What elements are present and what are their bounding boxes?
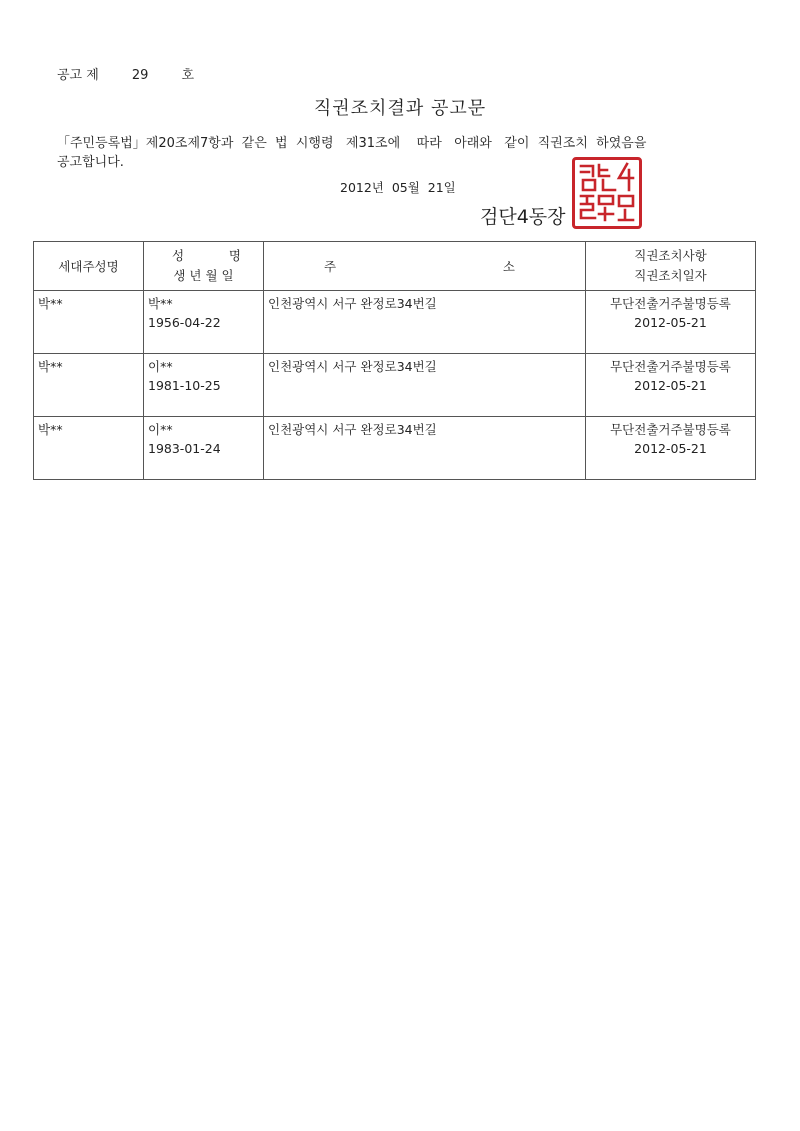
notice-body: 「주민등록법」제20조제7항과 같은 법 시행령 제31조에 따라 아래와 같이 직권조치 하였음을 공고합니다.	[57, 136, 647, 170]
action-type: 무단전출거주불명등록	[610, 359, 731, 374]
address-cell: 인천광역시 서구 완정로34번길	[264, 291, 586, 354]
action-cell	[586, 291, 756, 354]
action-date: 2012-05-21	[634, 315, 707, 330]
birth-date: 1981-10-25	[148, 378, 221, 393]
header-name-char2: 명	[228, 248, 241, 263]
header-name-birth	[144, 242, 264, 291]
header-action-date: 직권조치일자	[634, 268, 707, 283]
header-action	[586, 242, 756, 291]
table-row	[34, 354, 756, 417]
table-row	[34, 291, 756, 354]
header-action-type: 직권조치사항	[634, 248, 707, 263]
person-name: 이**	[148, 359, 173, 374]
address-cell: 인천광역시 서구 완정로34번길	[264, 354, 586, 417]
document-title: 직권조치결과 공고문	[313, 98, 487, 119]
result-table	[33, 241, 756, 480]
header-address	[264, 242, 586, 291]
name-birth-cell	[144, 291, 264, 354]
seal-icon	[575, 160, 639, 226]
householder-cell: 박**	[34, 417, 144, 480]
birth-date: 1956-04-22	[148, 315, 221, 330]
action-cell	[586, 354, 756, 417]
name-birth-cell	[144, 417, 264, 480]
table-row	[34, 417, 756, 480]
header-householder: 세대주성명	[34, 242, 144, 291]
header-name-char1: 성	[172, 248, 185, 263]
notice-date: 2012년 05월 21일	[340, 180, 456, 195]
action-date: 2012-05-21	[634, 378, 707, 393]
address-cell: 인천광역시 서구 완정로34번길	[264, 417, 586, 480]
notice-number: 공고 제 29 호	[57, 68, 195, 83]
householder-cell: 박**	[34, 291, 144, 354]
table-header-row	[34, 242, 756, 291]
person-name: 이**	[148, 422, 173, 437]
action-type: 무단전출거주불명등록	[610, 422, 731, 437]
person-name: 박**	[148, 296, 173, 311]
action-date: 2012-05-21	[634, 441, 707, 456]
header-birth: 생 년 월 일	[173, 268, 234, 283]
householder-cell: 박**	[34, 354, 144, 417]
action-type: 무단전출거주불명등록	[610, 296, 731, 311]
header-address-char2: 소	[502, 259, 515, 274]
action-cell	[586, 417, 756, 480]
name-birth-cell	[144, 354, 264, 417]
birth-date: 1983-01-24	[148, 441, 221, 456]
issuing-office: 검단4동장	[480, 206, 566, 228]
header-address-char1: 주	[324, 259, 337, 274]
official-seal	[572, 157, 642, 229]
